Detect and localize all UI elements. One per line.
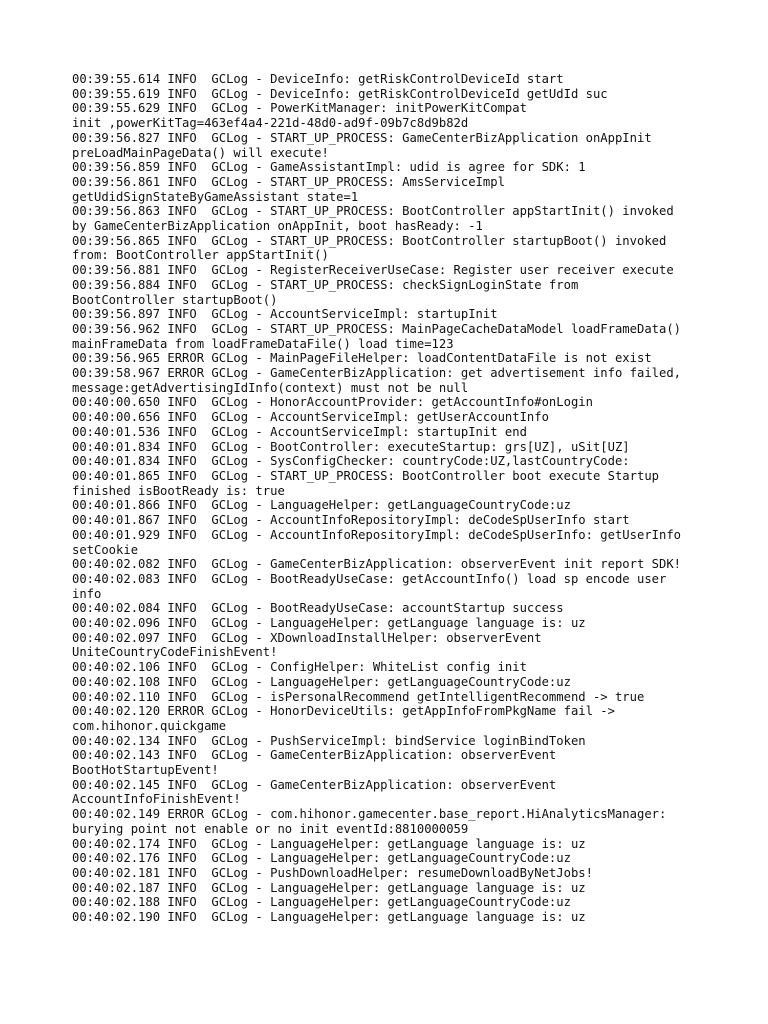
log-line: 00:40:02.108 INFO GCLog - LanguageHelper: getLanguageCountryCode:uz: [72, 674, 571, 689]
log-line: 00:39:56.897 INFO GCLog - AccountServiceImpl: startupInit: [72, 307, 498, 322]
log-line: 00:40:02.120 ERROR GCLog - HonorDeviceUtils: getAppInfoFromPkgName fail ->: [72, 704, 615, 719]
log-line: 00:40:02.096 INFO GCLog - LanguageHelper: getLanguage language is: uz: [72, 616, 586, 631]
log-line: 00:40:02.174 INFO GCLog - LanguageHelper: getLanguage language is: uz: [72, 836, 586, 851]
log-line: UniteCountryCodeFinishEvent!: [72, 645, 278, 660]
log-line: 00:39:56.884 INFO GCLog - START_UP_PROCESS: checkSignLoginState from: [72, 277, 579, 292]
log-line: preLoadMainPageData() will execute!: [72, 145, 329, 160]
log-line: 00:40:02.082 INFO GCLog - GameCenterBizApplication: observerEvent init report SDK!: [72, 557, 682, 572]
log-line: 00:40:02.188 INFO GCLog - LanguageHelper: getLanguageCountryCode:uz: [72, 895, 571, 910]
log-line: 00:40:01.867 INFO GCLog - AccountInfoRepositoryImpl: deCodeSpUserInfo start: [72, 513, 630, 528]
log-line: getUdidSignStateByGameAssistant state=1: [72, 189, 359, 204]
log-line: AccountInfoFinishEvent!: [72, 792, 241, 807]
log-line: burying point not enable or no init eventId:8810000059: [72, 821, 469, 836]
log-line: 00:40:02.097 INFO GCLog - XDownloadInstallHelper: observerEvent: [72, 630, 542, 645]
log-line: 00:40:02.143 INFO GCLog - GameCenterBizApplication: observerEvent: [72, 748, 557, 763]
log-line: setCookie: [72, 542, 139, 557]
log-line: 00:40:02.187 INFO GCLog - LanguageHelper: getLanguage language is: uz: [72, 880, 586, 895]
log-text-block: [72, 72, 712, 925]
log-line: finished isBootReady is: true: [72, 483, 285, 498]
log-line: 00:40:01.929 INFO GCLog - AccountInfoRepositoryImpl: deCodeSpUserInfo: getUserInfo: [72, 527, 682, 542]
log-line: 00:40:00.656 INFO GCLog - AccountServiceImpl: getUserAccountInfo: [72, 410, 549, 425]
log-line: BootController startupBoot(): [72, 292, 278, 307]
log-line: info: [72, 586, 102, 601]
log-line: 00:40:02.145 INFO GCLog - GameCenterBizApplication: observerEvent: [72, 777, 557, 792]
log-line: mainFrameData from loadFrameDataFile() load time=123: [72, 336, 454, 351]
log-line: 00:40:02.084 INFO GCLog - BootReadyUseCase: accountStartup success: [72, 601, 564, 616]
log-line: 00:40:00.650 INFO GCLog - HonorAccountProvider: getAccountInfo#onLogin: [72, 395, 593, 410]
log-line: 00:39:55.629 INFO GCLog - PowerKitManager: initPowerKitCompat: [72, 101, 527, 116]
log-line: 00:39:56.863 INFO GCLog - START_UP_PROCESS: BootController appStartInit() invoked: [72, 204, 674, 219]
log-line: 00:39:56.881 INFO GCLog - RegisterReceiverUseCase: Register user receiver execute: [72, 263, 674, 278]
log-line: 00:40:02.181 INFO GCLog - PushDownloadHelper: resumeDownloadByNetJobs!: [72, 865, 593, 880]
log-line: 00:40:02.134 INFO GCLog - PushServiceImpl: bindService loginBindToken: [72, 733, 586, 748]
log-line: 00:40:02.190 INFO GCLog - LanguageHelper: getLanguage language is: uz: [72, 910, 586, 925]
log-line: 00:39:56.962 INFO GCLog - START_UP_PROCESS: MainPageCacheDataModel loadFrameData(): [72, 321, 682, 336]
log-line: 00:39:56.859 INFO GCLog - GameAssistantImpl: udid is agree for SDK: 1: [72, 160, 586, 175]
log-line: 00:39:56.827 INFO GCLog - START_UP_PROCESS: GameCenterBizApplication onAppInit: [72, 130, 652, 145]
document-page: [72, 72, 712, 925]
log-line: com.hihonor.quickgame: [72, 718, 227, 733]
log-line: 00:39:55.619 INFO GCLog - DeviceInfo: getRiskControlDeviceId getUdId suc: [72, 86, 608, 101]
log-line: 00:40:02.083 INFO GCLog - BootReadyUseCase: getAccountInfo() load sp encode user: [72, 571, 667, 586]
log-line: 00:40:01.536 INFO GCLog - AccountServiceImpl: startupInit end: [72, 424, 527, 439]
log-line: by GameCenterBizApplication onAppInit, boot hasReady: -1: [72, 219, 483, 234]
log-line: from: BootController appStartInit(): [72, 248, 329, 263]
log-line: 00:40:01.866 INFO GCLog - LanguageHelper: getLanguageCountryCode:uz: [72, 498, 571, 513]
log-line: 00:40:02.110 INFO GCLog - isPersonalRecommend getIntelligentRecommend -> true: [72, 689, 645, 704]
log-line: 00:40:02.149 ERROR GCLog - com.hihonor.gamecenter.base_report.HiAnalyticsManager:: [72, 807, 667, 822]
log-line: 00:40:01.834 INFO GCLog - BootController: executeStartup: grs[UZ], uSit[UZ]: [72, 439, 630, 454]
log-line: 00:39:56.965 ERROR GCLog - MainPageFileHelper: loadContentDataFile is not exist: [72, 351, 652, 366]
log-line: init ,powerKitTag=463ef4a4-221d-48d0-ad9f-09b7c8d9b82d: [72, 116, 469, 131]
log-line: 00:40:02.106 INFO GCLog - ConfigHelper: WhiteList config init: [72, 660, 527, 675]
log-line: 00:39:58.967 ERROR GCLog - GameCenterBizApplication: get advertisement info failed,: [72, 366, 682, 381]
log-line: 00:39:55.614 INFO GCLog - DeviceInfo: getRiskControlDeviceId start: [72, 72, 564, 86]
log-line: BootHotStartupEvent!: [72, 763, 219, 778]
log-line: 00:39:56.865 INFO GCLog - START_UP_PROCESS: BootController startupBoot() invoked: [72, 233, 667, 248]
log-line: 00:39:56.861 INFO GCLog - START_UP_PROCESS: AmsServiceImpl: [72, 174, 505, 189]
log-line: 00:40:01.834 INFO GCLog - SysConfigChecker: countryCode:UZ,lastCountryCode:: [72, 454, 630, 469]
log-line: 00:40:01.865 INFO GCLog - START_UP_PROCESS: BootController boot execute Startup: [72, 468, 659, 483]
log-line: 00:40:02.176 INFO GCLog - LanguageHelper: getLanguageCountryCode:uz: [72, 851, 571, 866]
log-line: message:getAdvertisingIdInfo(context) must not be null: [72, 380, 469, 395]
